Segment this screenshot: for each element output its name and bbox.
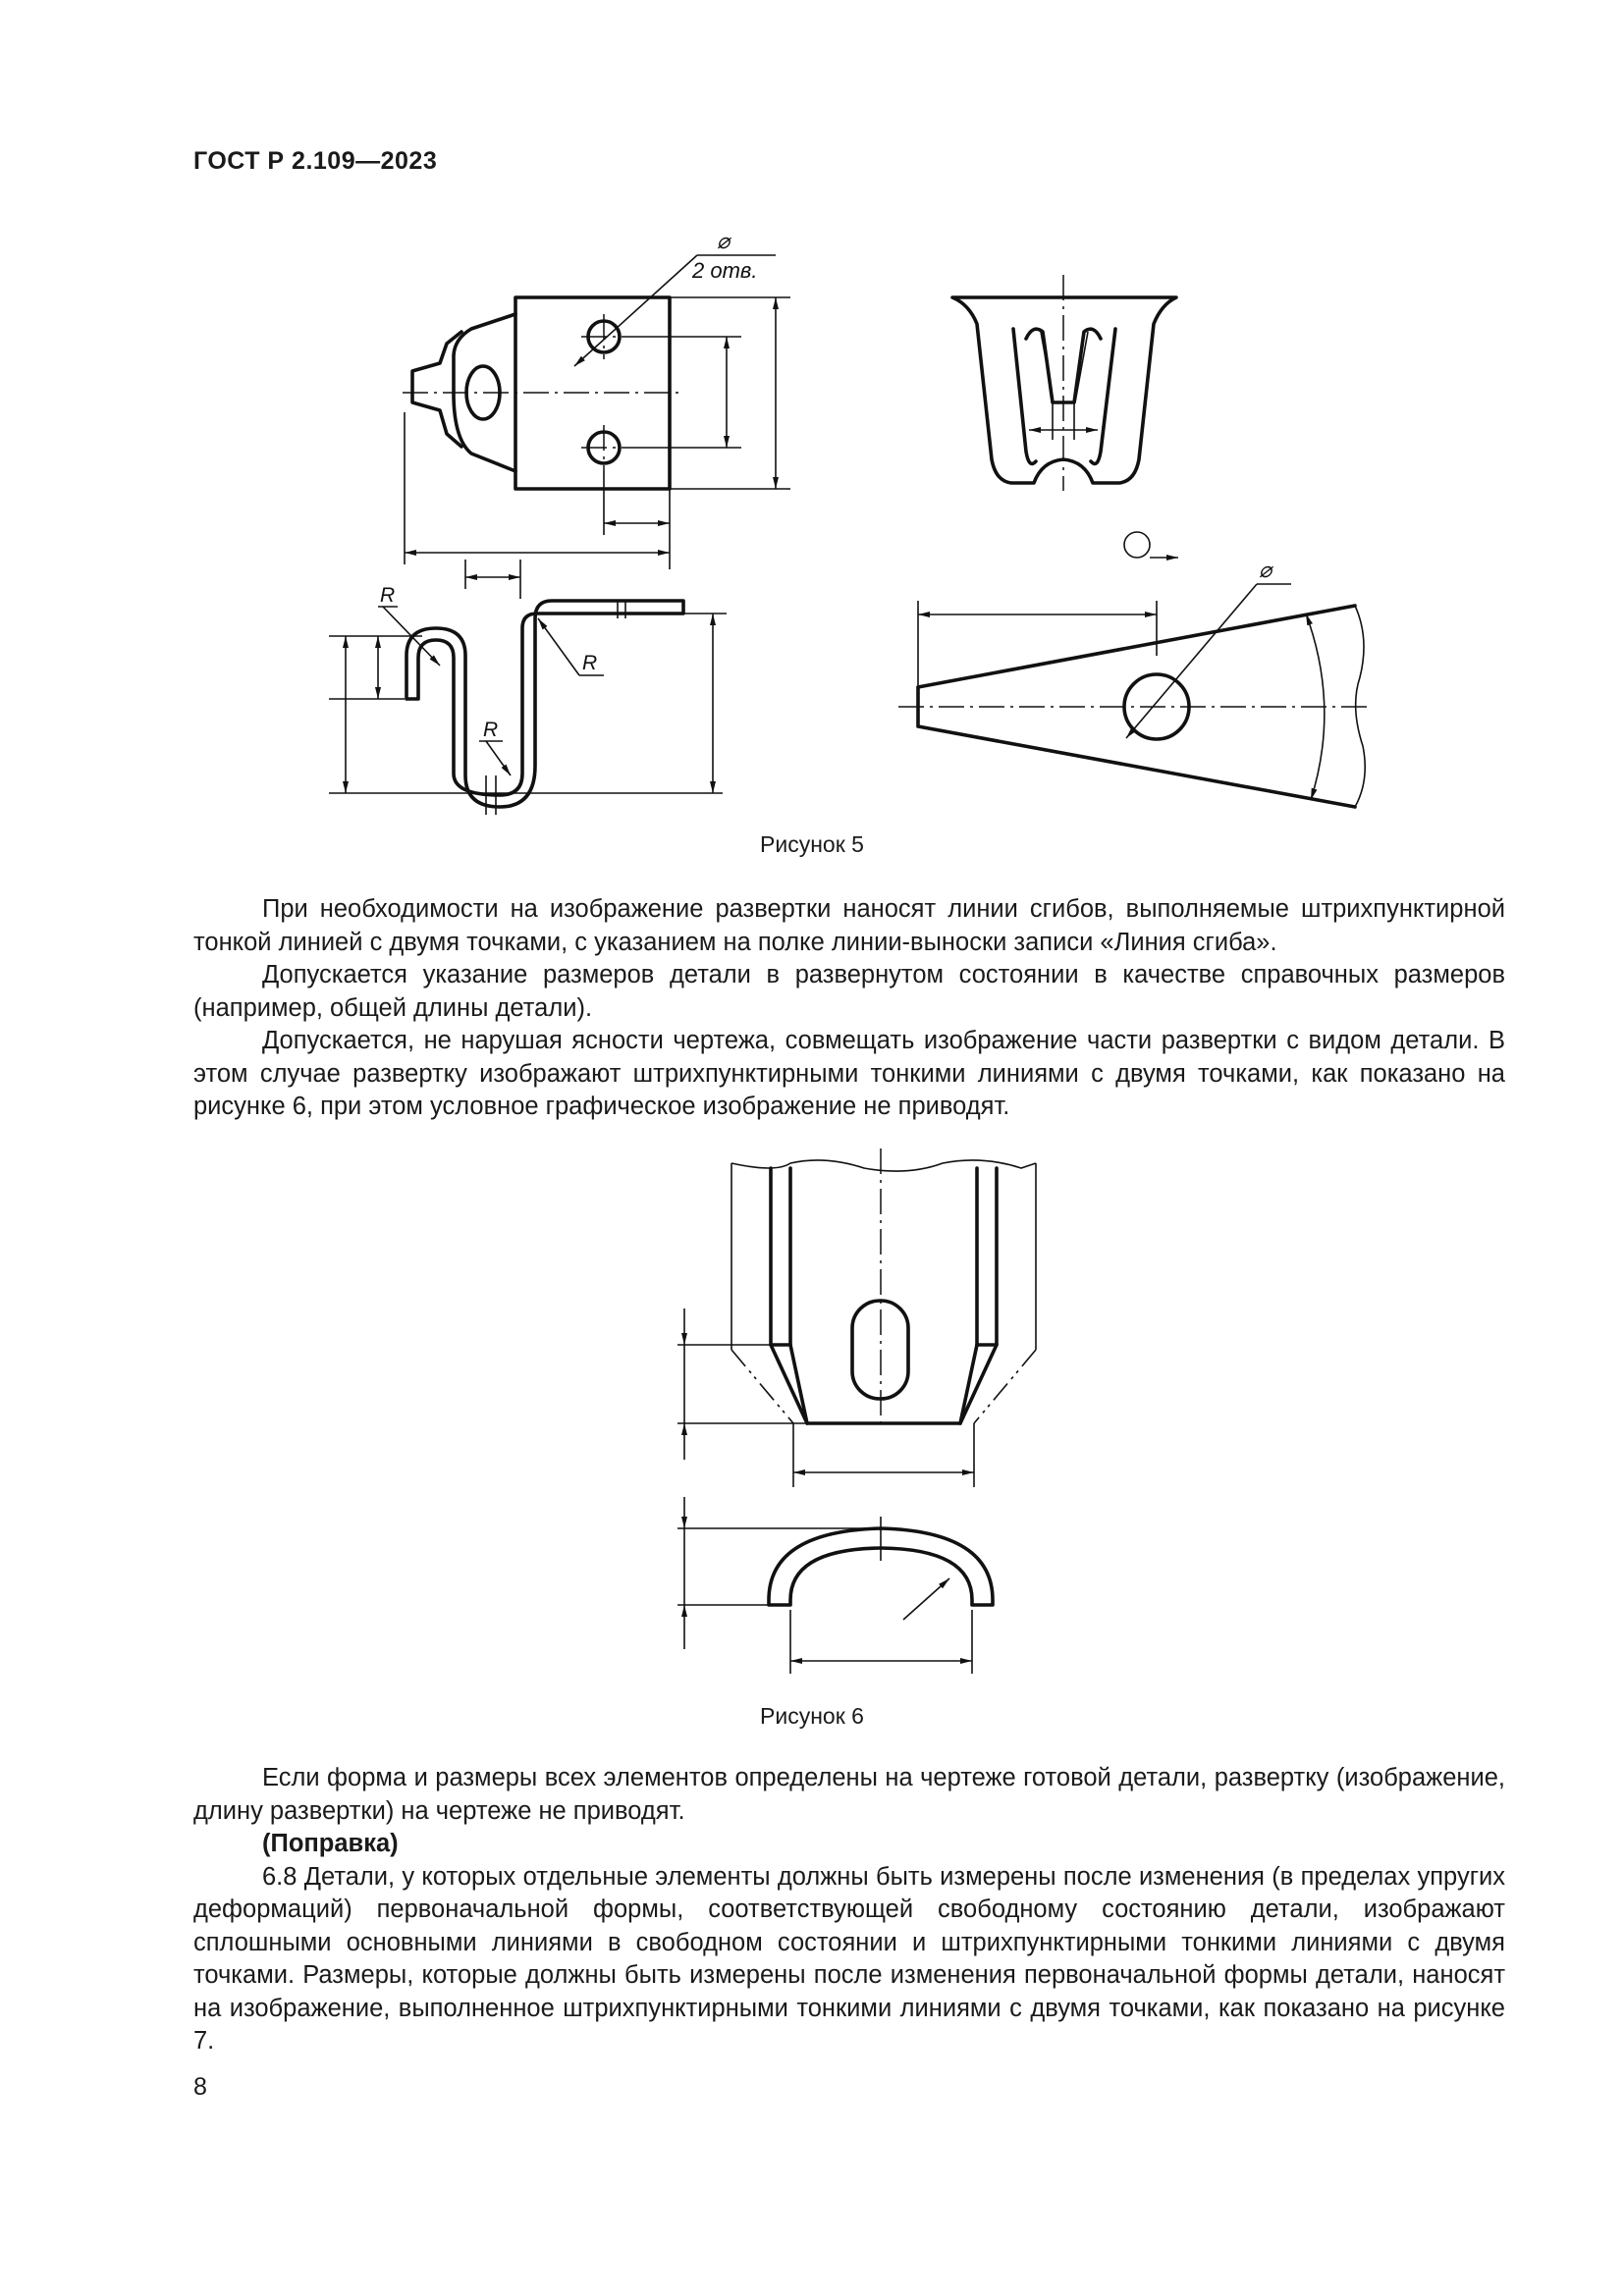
fig5-radius-label-1: R [380,584,396,607]
amendment-note: (Поправка) [262,1830,399,1857]
fig5-diameter-label-2: ⌀ [1259,558,1272,582]
fig5-diameter-label: ⌀ [717,229,731,253]
fig6-front-view [677,1148,1036,1487]
paragraph: Допускается указание размеров детали в развернутом состоянии в качестве справочных размеров (например, общей длины детали). [193,961,1505,1022]
fig5-radius-label-2: R [582,652,598,674]
fig5-radius-label-3: R [483,719,499,741]
paragraph: 6.8 Детали, у которых отдельные элементы должны быть измерены после изменения (в пределах упругих деформаций) первоначальной формы, соответствующей свободному состоянию детали, изображают сплошными основными линиями в свободном состоянии и штрихпунктирными тонкими линиями с двумя точками. Размеры, которые должны быть измерены после изменения первоначальной формы детали, наносят на изображение, выполненное штрихпунктирными тонкими линиями с двумя точками, как показано на рисунке 7. [193,1862,1505,2055]
page-number: 8 [193,2073,207,2101]
fig5-holes-label: 2 отв. [692,258,758,283]
figure-6-caption: Рисунок 6 [760,1703,864,1729]
figure-5-caption: Рисунок 5 [760,831,864,857]
document-header: ГОСТ Р 2.109—2023 [193,147,438,175]
paragraph: Допускается, не нарушая ясности чертежа, совмещать изображение части развертки с видом детали. В этом случае развертку изображают штрихпунктирными тонкими линиями с двумя точками, как показано на рисунке 6, при этом условное графическое изображение не приводят. [193,1027,1505,1120]
paragraph: Если форма и размеры всех элементов определены на чертеже готовой детали, развертку (изображение, длину развертки) на чертеже не приводят. [193,1764,1505,1825]
paragraph: При необходимости на изображение развертки наносят линии сгибов, выполняемые штрихпунктирной тонкой линией с двумя точками, с указанием на полке линии-выноски записи «Линия сгиба». [193,895,1505,956]
fig6-top-view [677,1497,993,1674]
paragraph-block-2 [193,1762,1505,2058]
